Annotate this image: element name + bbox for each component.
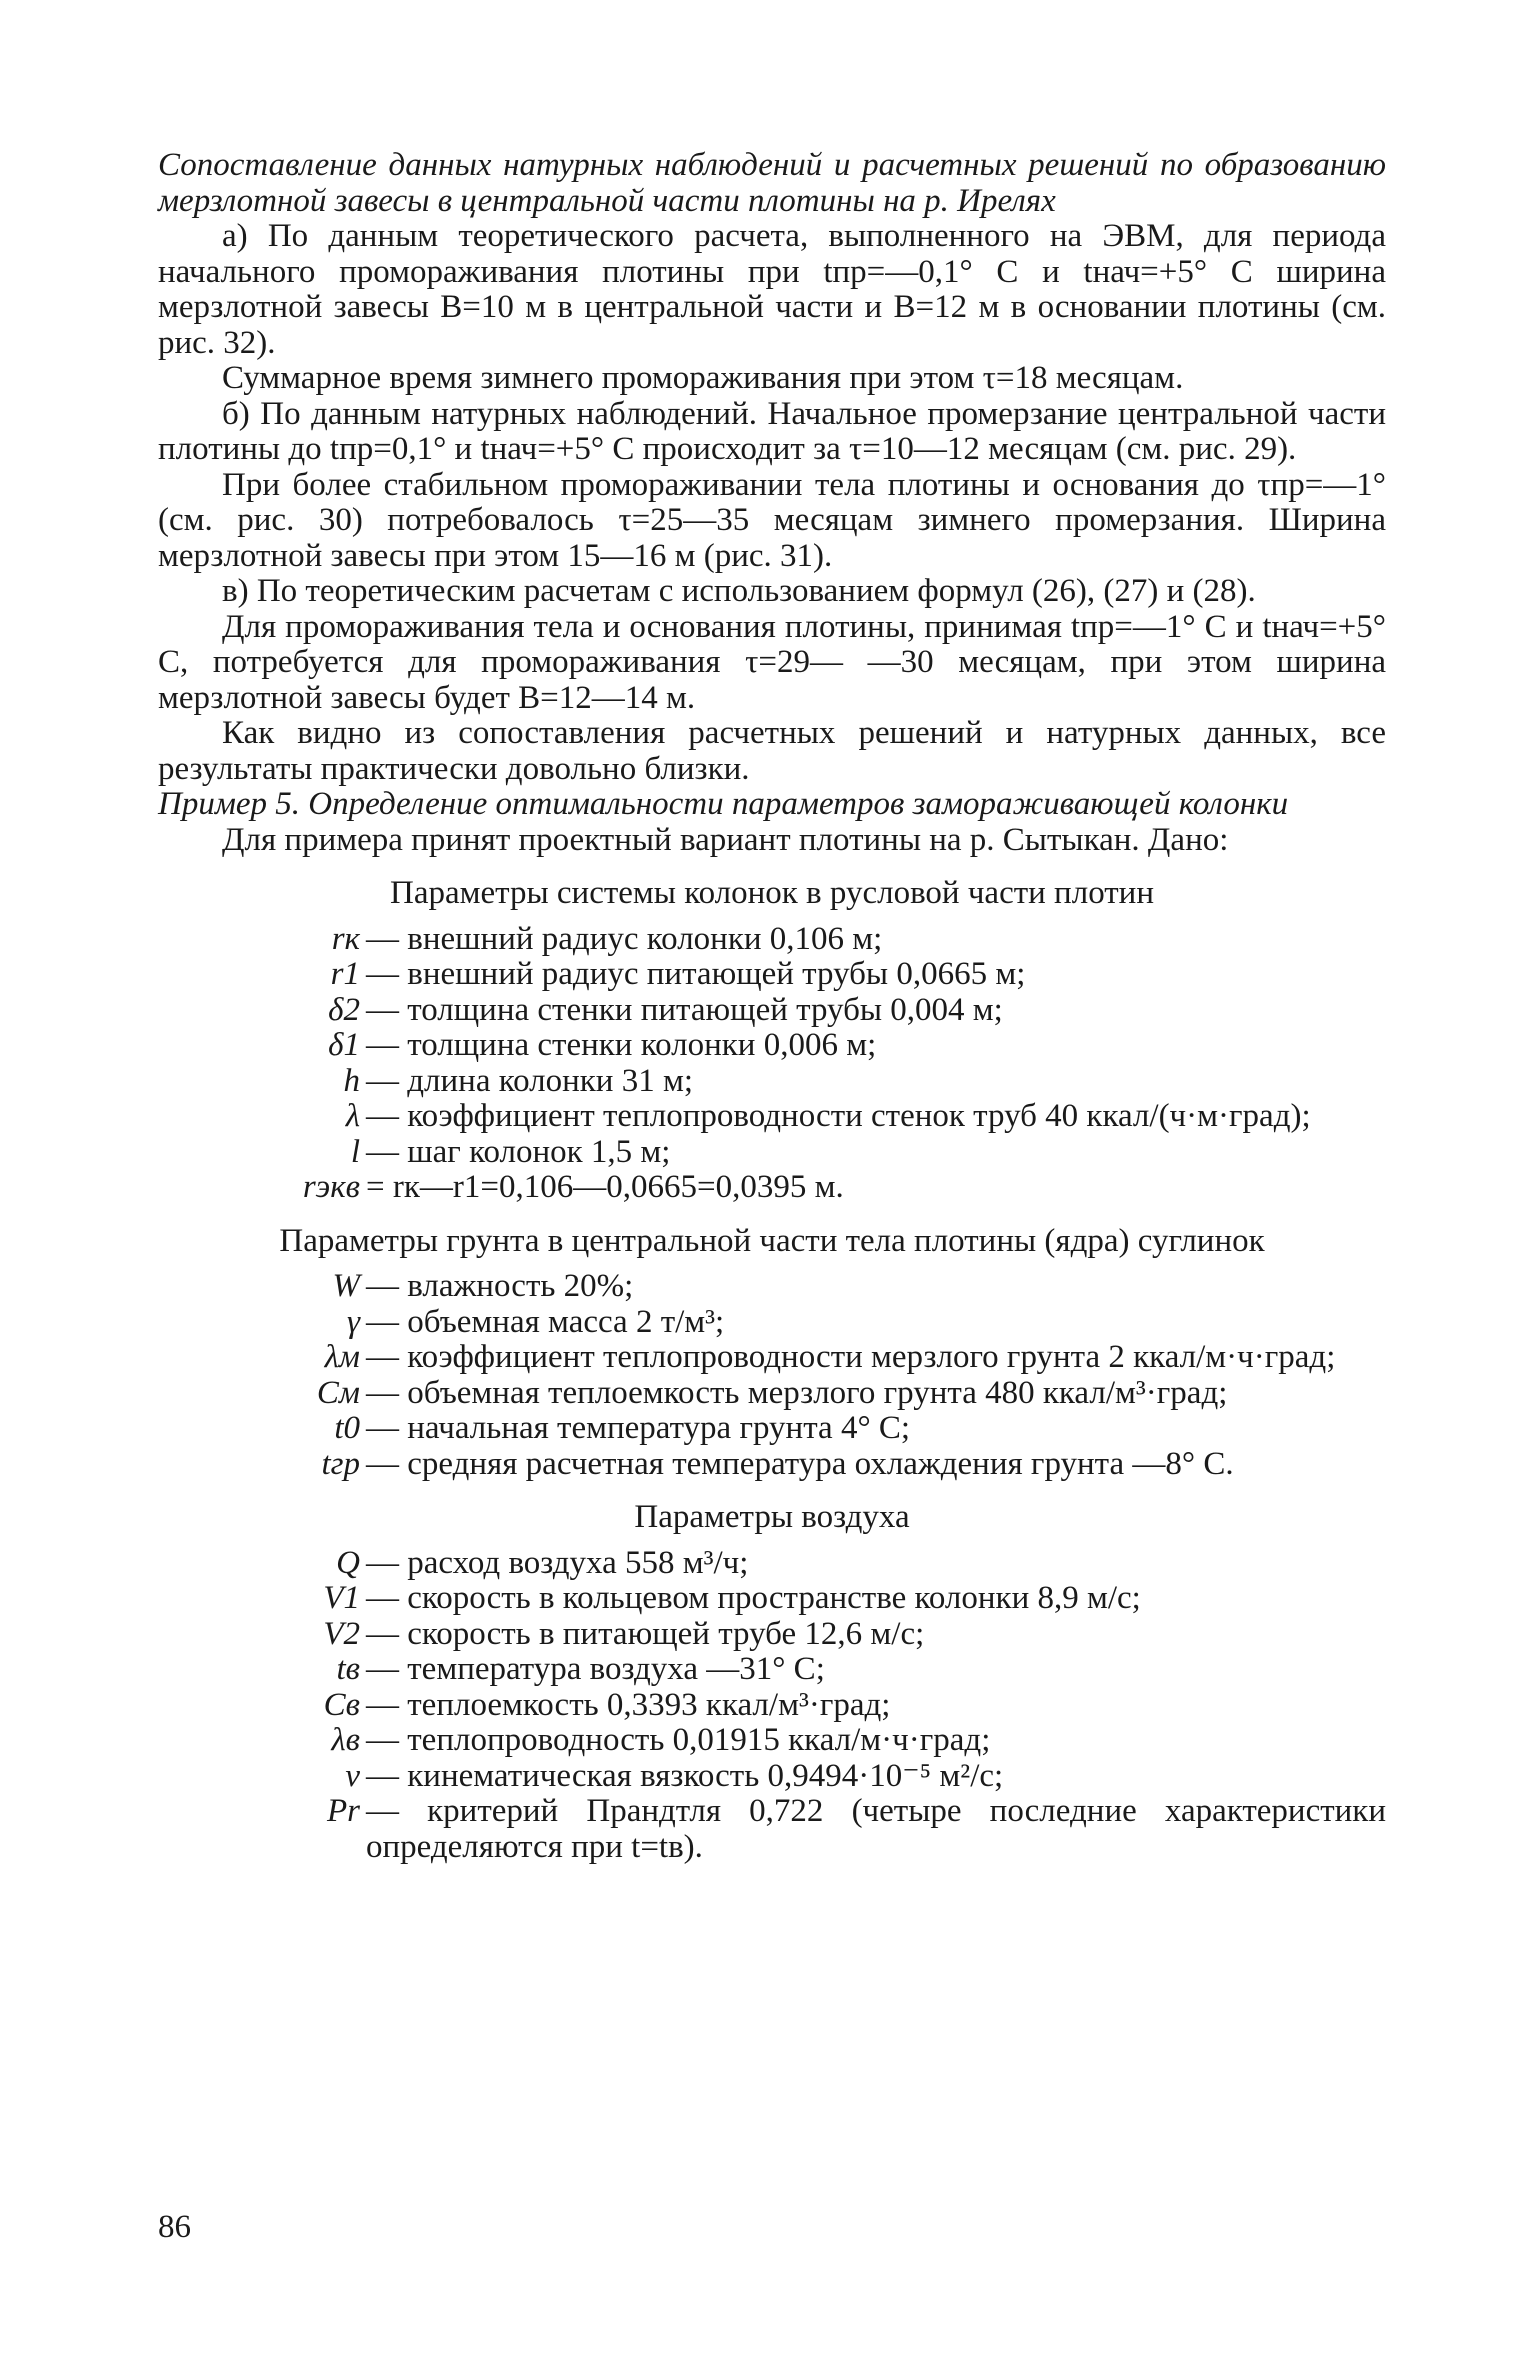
definition-list xyxy=(158,1546,1386,1866)
definition-symbol: Pr xyxy=(327,1793,360,1829)
definition-text: — критерий Прандтля 0,722 (четыре последние характеристики определяются при t=tв). xyxy=(366,1793,1386,1865)
definition-symbol: h xyxy=(343,1062,360,1099)
definition-symbol: V2 xyxy=(323,1615,360,1652)
section-heading: Параметры грунта в центральной части тела плотины (ядра) суглинок xyxy=(279,1222,1265,1259)
definition-symbol: λм xyxy=(324,1339,360,1375)
definition-text: — длина колонки 31 м; xyxy=(366,1062,694,1099)
definition-text: — объемная масса 2 т/м³; xyxy=(366,1303,725,1340)
definition-text: — объемная теплоемкость мерзлого грунта 480 ккал/м³·град; xyxy=(366,1374,1228,1411)
definition-text: — кинематическая вязкость 0,9494·10⁻⁵ м²/с; xyxy=(366,1757,1004,1794)
definition-text: — расход воздуха 558 м³/ч; xyxy=(366,1544,749,1581)
paragraph: Суммарное время зимнего промораживания при этом τ=18 месяцам. xyxy=(222,360,1184,396)
section-title: Сопоставление данных натурных наблюдений и расчетных решений по образованию мерзлотной завесы в центральной части плотины на р. Ирелях xyxy=(158,147,1386,219)
definition-text: — внешний радиус колонки 0,106 м; xyxy=(366,920,883,957)
definition-item xyxy=(158,1099,1386,1135)
definition-symbol: Q xyxy=(336,1544,360,1581)
definition-text: — скорость в кольцевом пространстве колонки 8,9 м/с; xyxy=(366,1580,1141,1616)
definition-text: — теплопроводность 0,01915 ккал/м·ч·град; xyxy=(366,1722,991,1758)
paragraph: Для промораживания тела и основания плотины, принимая tпр=—1° С и tнач=+5° С, потребуется для промораживания τ=29— —30 месяцам, при этом ширина мерзлотной завесы будет B=12—14 м. xyxy=(158,608,1386,716)
definition-item xyxy=(158,1411,1386,1447)
definition-symbol: γ xyxy=(346,1303,360,1340)
definition-text: — коэффициент теплопроводности мерзлого грунта 2 ккал/м·ч·град; xyxy=(366,1339,1336,1375)
definition-symbol: Cв xyxy=(323,1686,360,1723)
definition-item xyxy=(158,1581,1386,1617)
definition-item xyxy=(158,1376,1386,1412)
page-number: 86 xyxy=(158,2209,191,2245)
definition-item xyxy=(158,1269,1386,1305)
definition-item xyxy=(158,1688,1386,1724)
definition-text: — теплоемкость 0,3393 ккал/м³·град; xyxy=(366,1686,891,1723)
definition-symbol: ν xyxy=(345,1757,360,1794)
section-heading: Параметры воздуха xyxy=(634,1499,910,1535)
definition-text: — скорость в питающей трубе 12,6 м/с; xyxy=(366,1615,925,1652)
definition-item xyxy=(158,1759,1386,1795)
definition-symbol: W xyxy=(332,1268,360,1304)
definition-symbol: V1 xyxy=(323,1580,360,1616)
section-heading: Параметры системы колонок в русловой части плотин xyxy=(390,875,1154,911)
paragraph: а) По данным теоретического расчета, выполненного на ЭВМ, для периода начального промораживания плотины при tпр=—0,1° С и tнач=+5° С ширина мерзлотной завесы B=10 м в центральной части и B=12 м в основании плотины (см. рис. 32). xyxy=(158,218,1386,361)
definition-symbol: tгр xyxy=(321,1445,360,1482)
definition-symbol: δ2 xyxy=(328,991,360,1028)
definition-text: — шаг колонок 1,5 м; xyxy=(366,1133,671,1170)
definition-item xyxy=(158,1028,1386,1064)
definition-item xyxy=(158,1340,1386,1376)
definition-item xyxy=(158,922,1386,958)
paragraph: б) По данным натурных наблюдений. Начальное промерзание центральной части плотины до tпр=0,1° и tнач=+5° С происходит за τ=10—12 месяцам (см. рис. 29). xyxy=(158,395,1386,467)
definition-text: — средняя расчетная температура охлаждения грунта —8° С. xyxy=(366,1445,1234,1482)
definition-symbol: δ1 xyxy=(328,1027,360,1063)
text-column xyxy=(158,148,1386,1865)
definition-item xyxy=(158,1447,1386,1483)
definition-symbol: l xyxy=(350,1133,360,1170)
example-intro: Для примера принят проектный вариант плотины на р. Сытыкан. Дано: xyxy=(222,821,1229,858)
definition-symbol: Cм xyxy=(316,1374,360,1411)
definition-item xyxy=(158,957,1386,993)
definition-text: — начальная температура грунта 4° С; xyxy=(366,1410,911,1446)
paragraph: При более стабильном промораживании тела плотины и основания до τпр=—1° (см. рис. 30) потребовалось τ=25—35 месяцам зимнего промерзания. Ширина мерзлотной завесы при этом 15—16 м (рис. 31). xyxy=(158,466,1386,574)
definition-list xyxy=(158,1269,1386,1482)
paragraph: в) По теоретическим расчетам с использованием формул (26), (27) и (28). xyxy=(222,573,1256,609)
definition-item xyxy=(158,1135,1386,1171)
definition-symbol: t0 xyxy=(334,1410,360,1446)
definition-symbol: λ xyxy=(345,1098,360,1134)
definition-text: — температура воздуха —31° С; xyxy=(366,1651,825,1687)
definition-item xyxy=(158,1170,1386,1206)
definition-item xyxy=(158,1064,1386,1100)
definition-symbol: rэкв xyxy=(302,1169,360,1205)
definition-item xyxy=(158,1652,1386,1688)
definition-symbol: λв xyxy=(331,1722,360,1758)
definition-item xyxy=(158,1546,1386,1582)
definition-symbol: tв xyxy=(336,1651,360,1687)
paragraph: Как видно из сопоставления расчетных решений и натурных данных, все результаты практически довольно близки. xyxy=(158,715,1386,787)
definition-text: — влажность 20%; xyxy=(366,1268,634,1304)
definition-symbol: rк xyxy=(331,920,360,957)
definition-item xyxy=(158,1794,1386,1865)
definition-item xyxy=(158,1723,1386,1759)
definition-text: = rк—r1=0,106—0,0665=0,0395 м. xyxy=(366,1169,844,1205)
definition-item xyxy=(158,1617,1386,1653)
definition-item xyxy=(158,1305,1386,1341)
definition-text: — внешний радиус питающей трубы 0,0665 м; xyxy=(366,956,1026,992)
definition-list xyxy=(158,922,1386,1206)
definition-symbol: r1 xyxy=(330,956,360,992)
example-title: Пример 5. Определение оптимальности параметров замораживающей колонки xyxy=(158,786,1289,822)
definition-text: — толщина стенки колонки 0,006 м; xyxy=(366,1027,877,1063)
definition-text: — толщина стенки питающей трубы 0,004 м; xyxy=(366,991,1003,1028)
definition-item xyxy=(158,993,1386,1029)
definition-text: — коэффициент теплопроводности стенок труб 40 ккал/(ч·м·град); xyxy=(366,1098,1311,1134)
